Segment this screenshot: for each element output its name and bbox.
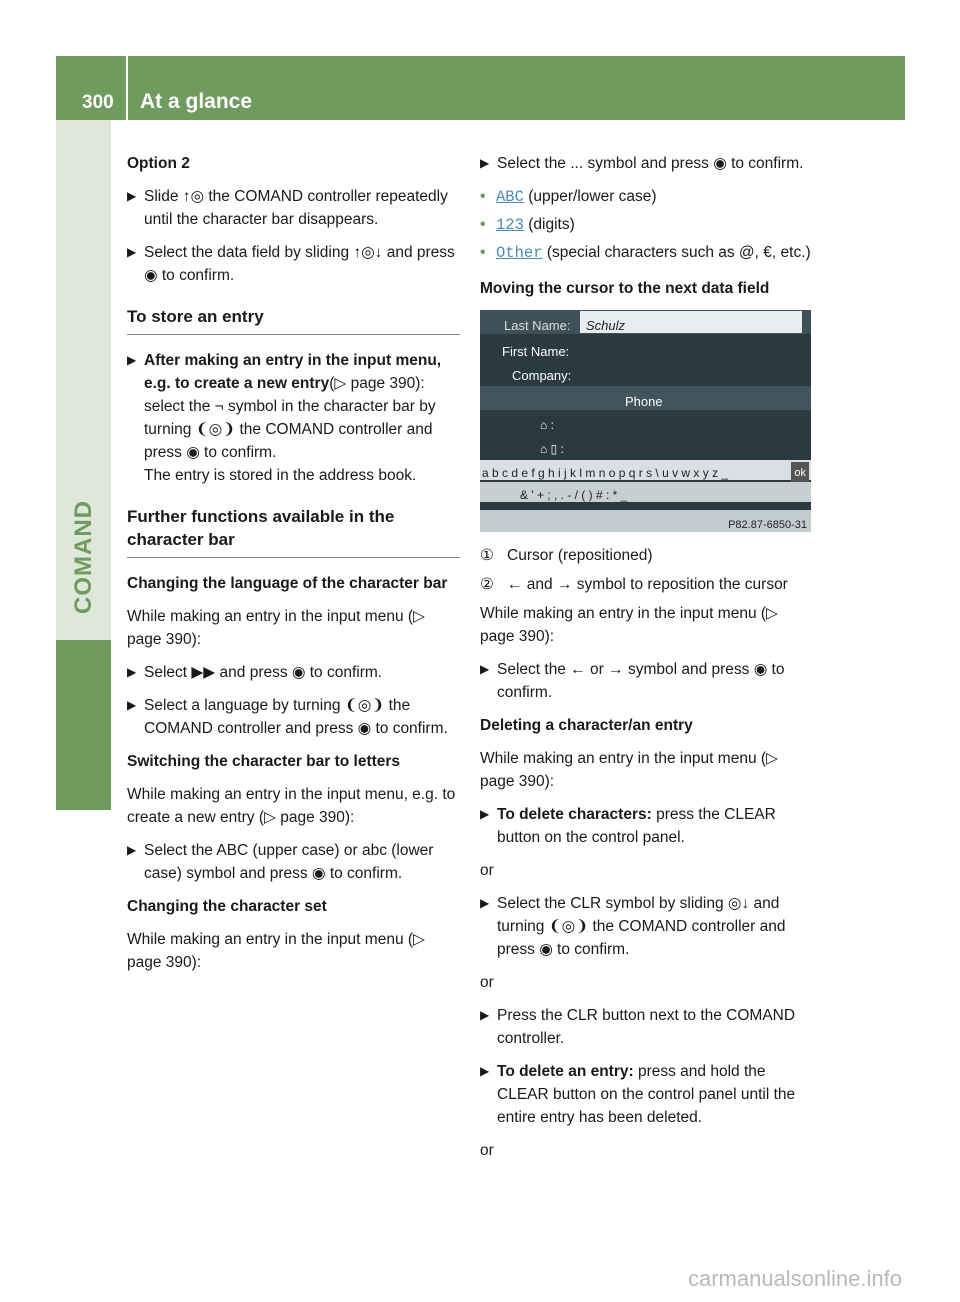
lang-intro: While making an entry in the input menu (▷ page 390): — [127, 608, 425, 648]
character-bar-row1: a b c d e f g h i j k l m n o p q r s \ u v w x y z _ ok — [480, 460, 811, 480]
legend-2: ② ← and → symbol to reposition the cursor — [480, 576, 788, 593]
page-header — [56, 56, 905, 120]
switch-step: ▶ Select the ABC (upper case) or abc (lower case) symbol and press ◉ to confirm. — [127, 842, 434, 882]
or-2: or — [480, 974, 494, 991]
phone-row: Phone — [480, 386, 811, 410]
cursor-heading: Moving the cursor to the next data field — [480, 280, 770, 297]
delete-heading: Deleting a character/an entry — [480, 717, 693, 734]
first-name-row: First Name: — [502, 344, 570, 359]
side-tab-label: COMAND — [70, 500, 97, 614]
watermark: carmanualsonline.info — [687, 1266, 902, 1291]
lang-step-2: ▶ Select a language by turning ❨◎❩ the COMAND controller and press ◉ to confirm. — [127, 697, 448, 737]
or-3: or — [480, 1142, 494, 1159]
switch-title: Switching the character bar to letters — [127, 753, 401, 770]
ref-code-row: P82.87-6850-31 — [480, 510, 811, 532]
delete-clr-step: ▶ Select the CLR symbol by sliding ◎↓ and turning ❨◎❩ the COMAND controller and press ◉ to confirm. — [480, 895, 786, 958]
charset-intro: While making an entry in the input menu (▷ page 390): — [127, 931, 425, 971]
home-mobile-icon: ⌂ ▯ : — [540, 442, 564, 456]
legend-1: ① Cursor (repositioned) — [480, 547, 653, 564]
store-heading: To store an entry — [127, 305, 460, 335]
option-123: • 123 (digits) — [480, 216, 575, 234]
store-step: ▶ After making an entry in the input menu, e.g. to create a new entry(▷ page 390): select the ¬ symbol in the character bar by turning ❨◎❩ the COMAND controller and press ◉ to confirm. The entry is stored in the address book. — [127, 352, 442, 484]
lang-step-1: ▶ Select ▶▶ and press ◉ to confirm. — [127, 664, 383, 681]
option-abc: • ABC (upper/lower case) — [480, 188, 657, 206]
lang-title: Changing the language of the character bar — [127, 575, 448, 592]
switch-intro: While making an entry in the input menu, e.g. to create a new entry (▷ page 390): — [127, 786, 456, 826]
page-title: At a glance — [140, 90, 253, 113]
cursor-step: ▶ Select the ← or → symbol and press ◉ to confirm. — [480, 661, 785, 701]
cursor-intro: While making an entry in the input menu (▷ page 390): — [480, 605, 778, 645]
option2-step-1: ▶ Slide ↑◎ the COMAND controller repeatedly until the character bar disappears. — [127, 188, 448, 228]
left-column — [127, 152, 460, 984]
comand-screen-image — [480, 310, 811, 532]
section-side-tab — [56, 120, 111, 690]
character-bar-row2: & ' + ; , . - / ( ) # : * _ — [480, 482, 811, 502]
header-divider — [126, 56, 128, 120]
delete-press-step: ▶ Press the CLR button next to the COMAND controller. — [480, 1007, 796, 1047]
charset-step: ▶ Select the ... symbol and press ◉ to confirm. — [480, 155, 804, 172]
last-name-row: Last Name: Schulz — [480, 310, 811, 334]
delete-intro: While making an entry in the input menu (▷ page 390): — [480, 750, 778, 790]
company-row: Company: — [512, 368, 572, 383]
delete-char-step: ▶ To delete characters: press the CLEAR button on the control panel. — [480, 806, 776, 846]
further-heading: Further functions available in the character bar — [127, 505, 460, 558]
side-tab-block — [56, 640, 111, 810]
page-number: 300 — [82, 92, 114, 113]
delete-entry-step: ▶ To delete an entry: press and hold the CLEAR button on the control panel until the entire entry has been deleted. — [480, 1063, 796, 1126]
right-column — [480, 152, 815, 1172]
home-phone-icon: ⌂ : — [540, 418, 554, 432]
store-note: The entry is stored in the address book. — [144, 467, 417, 484]
or-1: or — [480, 862, 494, 879]
option-other: • Other (special characters such as @, €, etc.) — [480, 244, 811, 262]
option2-step-2: ▶ Select the data field by sliding ↑◎↓ and press ◉ to confirm. — [127, 244, 455, 284]
charset-title: Changing the character set — [127, 898, 327, 915]
option2-title: Option 2 — [127, 155, 190, 172]
